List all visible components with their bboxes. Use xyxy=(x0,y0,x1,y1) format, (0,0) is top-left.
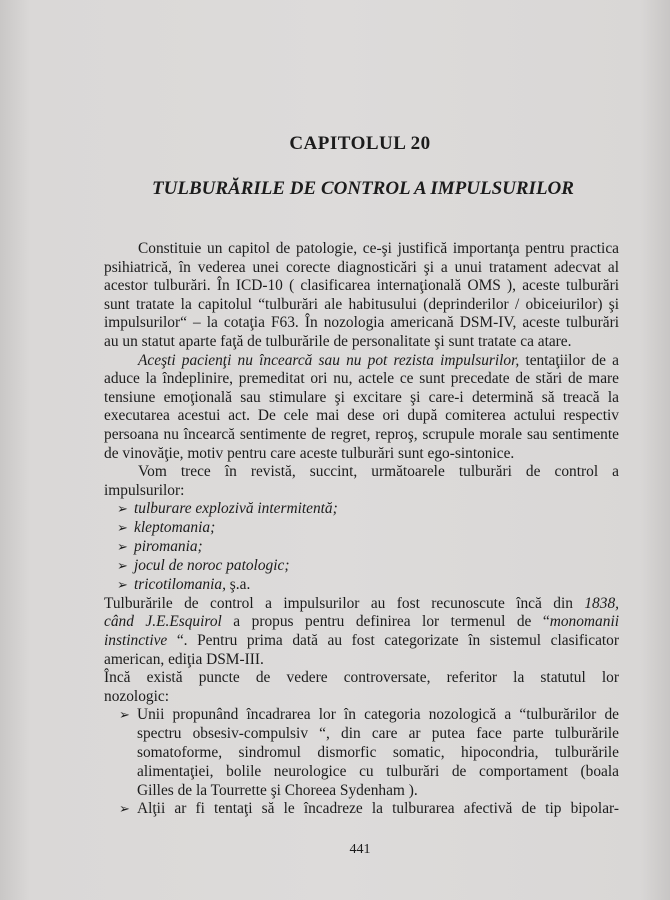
paragraph-controversy xyxy=(104,669,619,706)
arrow-bullet-icon: ➢ xyxy=(117,501,128,517)
chapter-number: CAPITOLUL 20 xyxy=(289,133,431,154)
list-item: ➢ Alţii ar fi tentaţi să le încadreze la tulburarea afectivă de tip bipolar- xyxy=(119,800,619,818)
text-line: psihiatrică, în vederea unei corecte diagnosticări şi a unui tratament adecvat al xyxy=(104,258,619,276)
text-fragment: tentaţiilor de a xyxy=(519,351,619,369)
text-line: executarea acestui act. De cele mai dese ori după comiterea actului respectiv xyxy=(104,407,619,425)
arrow-bullet-icon: ➢ xyxy=(119,707,130,723)
list-item: ➢ tulburare explozivă intermitentă; xyxy=(117,500,338,518)
text-line: acestor tulburări. În ICD-10 ( clasificarea internaţională OMS ), aceste tulburări xyxy=(104,277,619,295)
text-line: instinctive “. Pentru prima dată au fost categorizate în sistemul clasificator xyxy=(104,632,619,650)
text-line: Încă există puncte de vedere controversate, referitor la statutul lor xyxy=(104,669,619,687)
list-item: ➢ piromania; xyxy=(117,538,203,556)
text-line: când J.E.Esquirol a propus pentru definirea lor termenul de “monomanii xyxy=(104,613,619,631)
text-line: de vinovăţie, motiv pentru care aceste tulburări sunt ego-sintonice. xyxy=(104,444,515,462)
text-line: persoana nu încearcă sentimente de regret, reproş, scrupule morale sau sentimente xyxy=(104,425,619,443)
text-line: american, ediţia DSM-III. xyxy=(104,650,264,668)
text-line: au un statut aparte faţă de tulburările de personalitate şi sunt tratate ca atare. xyxy=(104,332,572,350)
arrow-bullet-icon: ➢ xyxy=(119,801,130,817)
paragraph-intro xyxy=(104,240,619,352)
paragraph-history xyxy=(104,595,619,669)
text-line: sunt tratate la capitolul “tulburări ale habitusului (deprinderilor / obiceiurilor) şi xyxy=(104,295,619,313)
text-line: impulsurilor“ – la cotaţia F63. În nozologia americană DSM-IV, aceste tulburări xyxy=(104,314,619,332)
text-line: Vom trece în revistă, succint, următoarele tulburări de control a xyxy=(138,463,619,481)
text-line: impulsurilor: xyxy=(104,481,185,499)
list-item: ➢ Unii propunând încadrarea lor în categoria nozologică a “tulburărilor de spectru obsesiv-compulsiv “, din care ar putea face parte tulburările somatoforme, sindromul dismorfic somatic, hipocondria, tulburările alimentaţiei, bolile neurologice cu tulburări de comportament (boala Gilles de la Tourrette şi Choreea Sydenham ). xyxy=(119,706,619,799)
disorder-list xyxy=(104,500,619,595)
list-item: ➢ tricotilomania, ş.a. xyxy=(117,575,251,593)
paragraph-patients xyxy=(104,352,619,464)
text-line: Constituie un capitol de patologie, ce-şi justifică importanţa pentru practica xyxy=(138,240,619,257)
list-item: ➢ kleptomania; xyxy=(117,519,216,537)
arrow-bullet-icon: ➢ xyxy=(117,576,128,592)
arrow-bullet-icon: ➢ xyxy=(117,520,128,536)
chapter-title: TULBURĂRILE DE CONTROL A IMPULSURILOR xyxy=(152,178,574,199)
page-number: 441 xyxy=(349,842,371,857)
list-item: ➢ jocul de noroc patologic; xyxy=(117,557,290,575)
arrow-bullet-icon: ➢ xyxy=(117,539,128,555)
body-text xyxy=(104,240,619,819)
italic-phrase: Aceşti pacienţi nu încearcă sau nu pot rezista impulsurilor, xyxy=(138,351,520,369)
text-line: tensiune emoţională sau stimulare şi excitare şi care-i determină să treacă la xyxy=(104,388,619,406)
text-line: Tulburările de control a impulsurilor au fost recunoscute încă din 1838, xyxy=(104,594,619,612)
text-line: nozologic: xyxy=(104,687,169,705)
text-line xyxy=(104,352,619,371)
text-line: aduce la îndeplinire, premeditat ori nu, actele ce sunt precedate de stări de mare xyxy=(104,370,619,388)
paragraph-review xyxy=(104,463,619,500)
opinion-list xyxy=(104,706,619,819)
arrow-bullet-icon: ➢ xyxy=(117,558,128,574)
